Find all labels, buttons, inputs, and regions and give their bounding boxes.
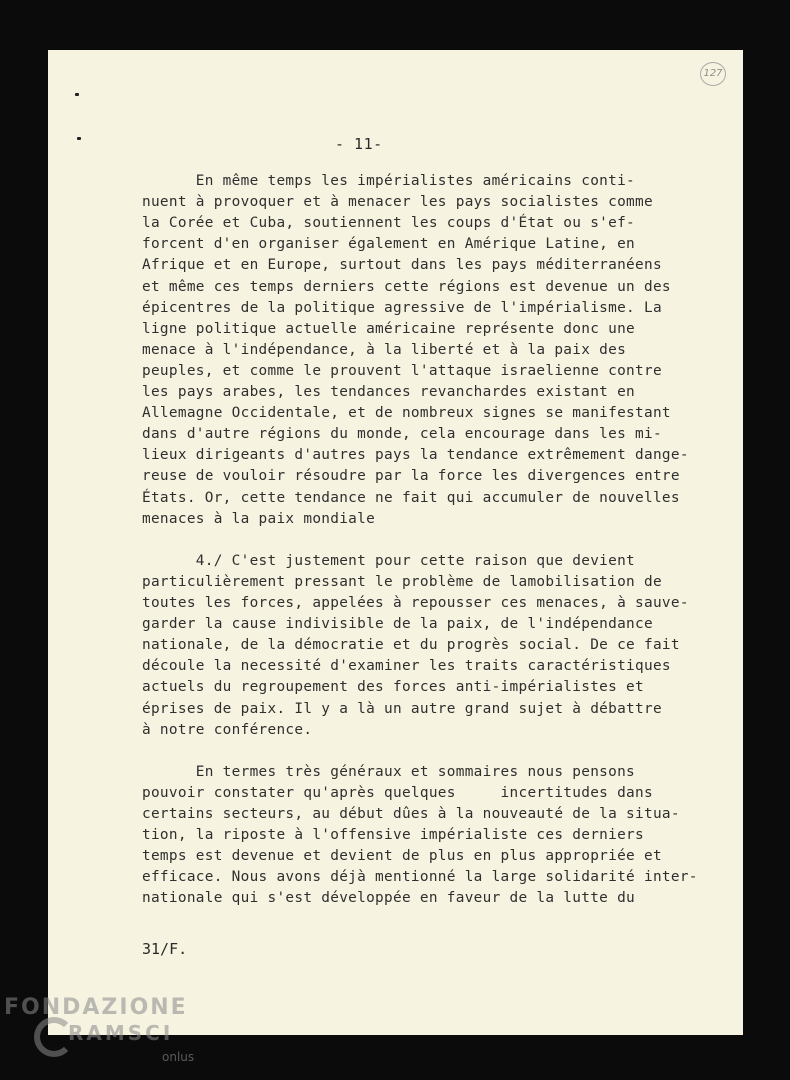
text-line: Allemagne Occidentale, et de nombreux signes se manifestant xyxy=(142,405,671,422)
text-line: pouvoir constater qu'après quelques incertitudes dans xyxy=(142,784,653,801)
text-line: lieux dirigeants d'autres pays la tendance extrêmement dange- xyxy=(142,447,689,464)
foundation-watermark-logo xyxy=(4,995,195,1064)
text-line: épicentres de la politique agressive de l'impérialisme. La xyxy=(142,299,662,316)
text-line: et même ces temps derniers cette régions est devenue un des xyxy=(142,278,671,295)
text-line: nationale, de la démocratie et du progrès social. De ce fait xyxy=(142,637,680,654)
text-line: forcent d'en organiser également en Amérique Latine, en xyxy=(142,236,636,253)
text-line: menaces à la paix mondiale xyxy=(142,510,376,527)
archive-number-stamp: 127 xyxy=(700,62,726,86)
text-line: temps est devenue et devient de plus en plus appropriée et xyxy=(142,848,662,865)
watermark-line-1: FONDAZIONE xyxy=(4,995,188,1020)
text-line: En même temps les impérialistes américains conti- xyxy=(142,173,636,189)
text-line: reuse de vouloir résoudre par la force les divergences entre xyxy=(142,468,680,485)
punch-mark xyxy=(75,93,79,96)
watermark-line-2: RAMSCI xyxy=(68,1021,174,1045)
text-line: ligne politique actuelle américaine représente donc une xyxy=(142,320,636,337)
text-line: Afrique et en Europe, surtout dans les pays méditerranéens xyxy=(142,257,662,274)
text-line: toutes les forces, appelées à repousser ces menaces, à sauve- xyxy=(142,595,689,611)
text-line: particulièrement pressant le problème de lamobilisation de xyxy=(142,573,662,590)
watermark-onlus: onlus xyxy=(162,1050,195,1064)
text-line: garder la cause indivisible de la paix, de l'indépendance xyxy=(142,616,653,633)
text-line: États. Or, cette tendance ne fait qui accumuler de nouvelles xyxy=(142,489,680,506)
text-line: nationale qui s'est développée en faveur de la lutte du xyxy=(142,890,636,907)
text-line: efficace. Nous avons déjà mentionné la large solidarité inter- xyxy=(142,869,698,886)
text-line: tion, la riposte à l'offensive impérialiste ces derniers xyxy=(142,827,644,844)
text-line: à notre conférence. xyxy=(142,721,313,738)
text-line: actuels du regroupement des forces anti-impérialistes et xyxy=(142,679,644,696)
text-line: dans d'autre régions du monde, cela encourage dans les mi- xyxy=(142,426,662,443)
text-line: peuples, et comme le prouvent l'attaque israelienne contre xyxy=(142,362,662,379)
text-line: menace à l'indépendance, à la liberté et à la paix des xyxy=(142,341,627,358)
text-line: nuent à provoquer et à menacer les pays socialistes comme xyxy=(142,194,653,211)
text-line: les pays arabes, les tendances revanchardes existant en xyxy=(142,384,636,400)
footer-code: 31/F. xyxy=(142,940,188,958)
text-line: découle la necessité d'examiner les traits caractéristiques xyxy=(142,658,671,675)
punch-mark xyxy=(77,137,81,140)
text-line: En termes très généraux et sommaires nous pensons xyxy=(142,763,636,780)
text-line: 4./ C'est justement pour cette raison que devient xyxy=(142,552,636,569)
page-number: - 11- xyxy=(335,135,383,153)
text-line: certains secteurs, au début dûes à la nouveauté de la situa- xyxy=(142,806,680,822)
text-line: éprises de paix. Il y a là un autre grand sujet à débattre xyxy=(142,700,662,717)
text-line: la Corée et Cuba, soutiennent les coups d'État ou s'ef- xyxy=(142,215,636,232)
document-page xyxy=(48,50,743,1035)
